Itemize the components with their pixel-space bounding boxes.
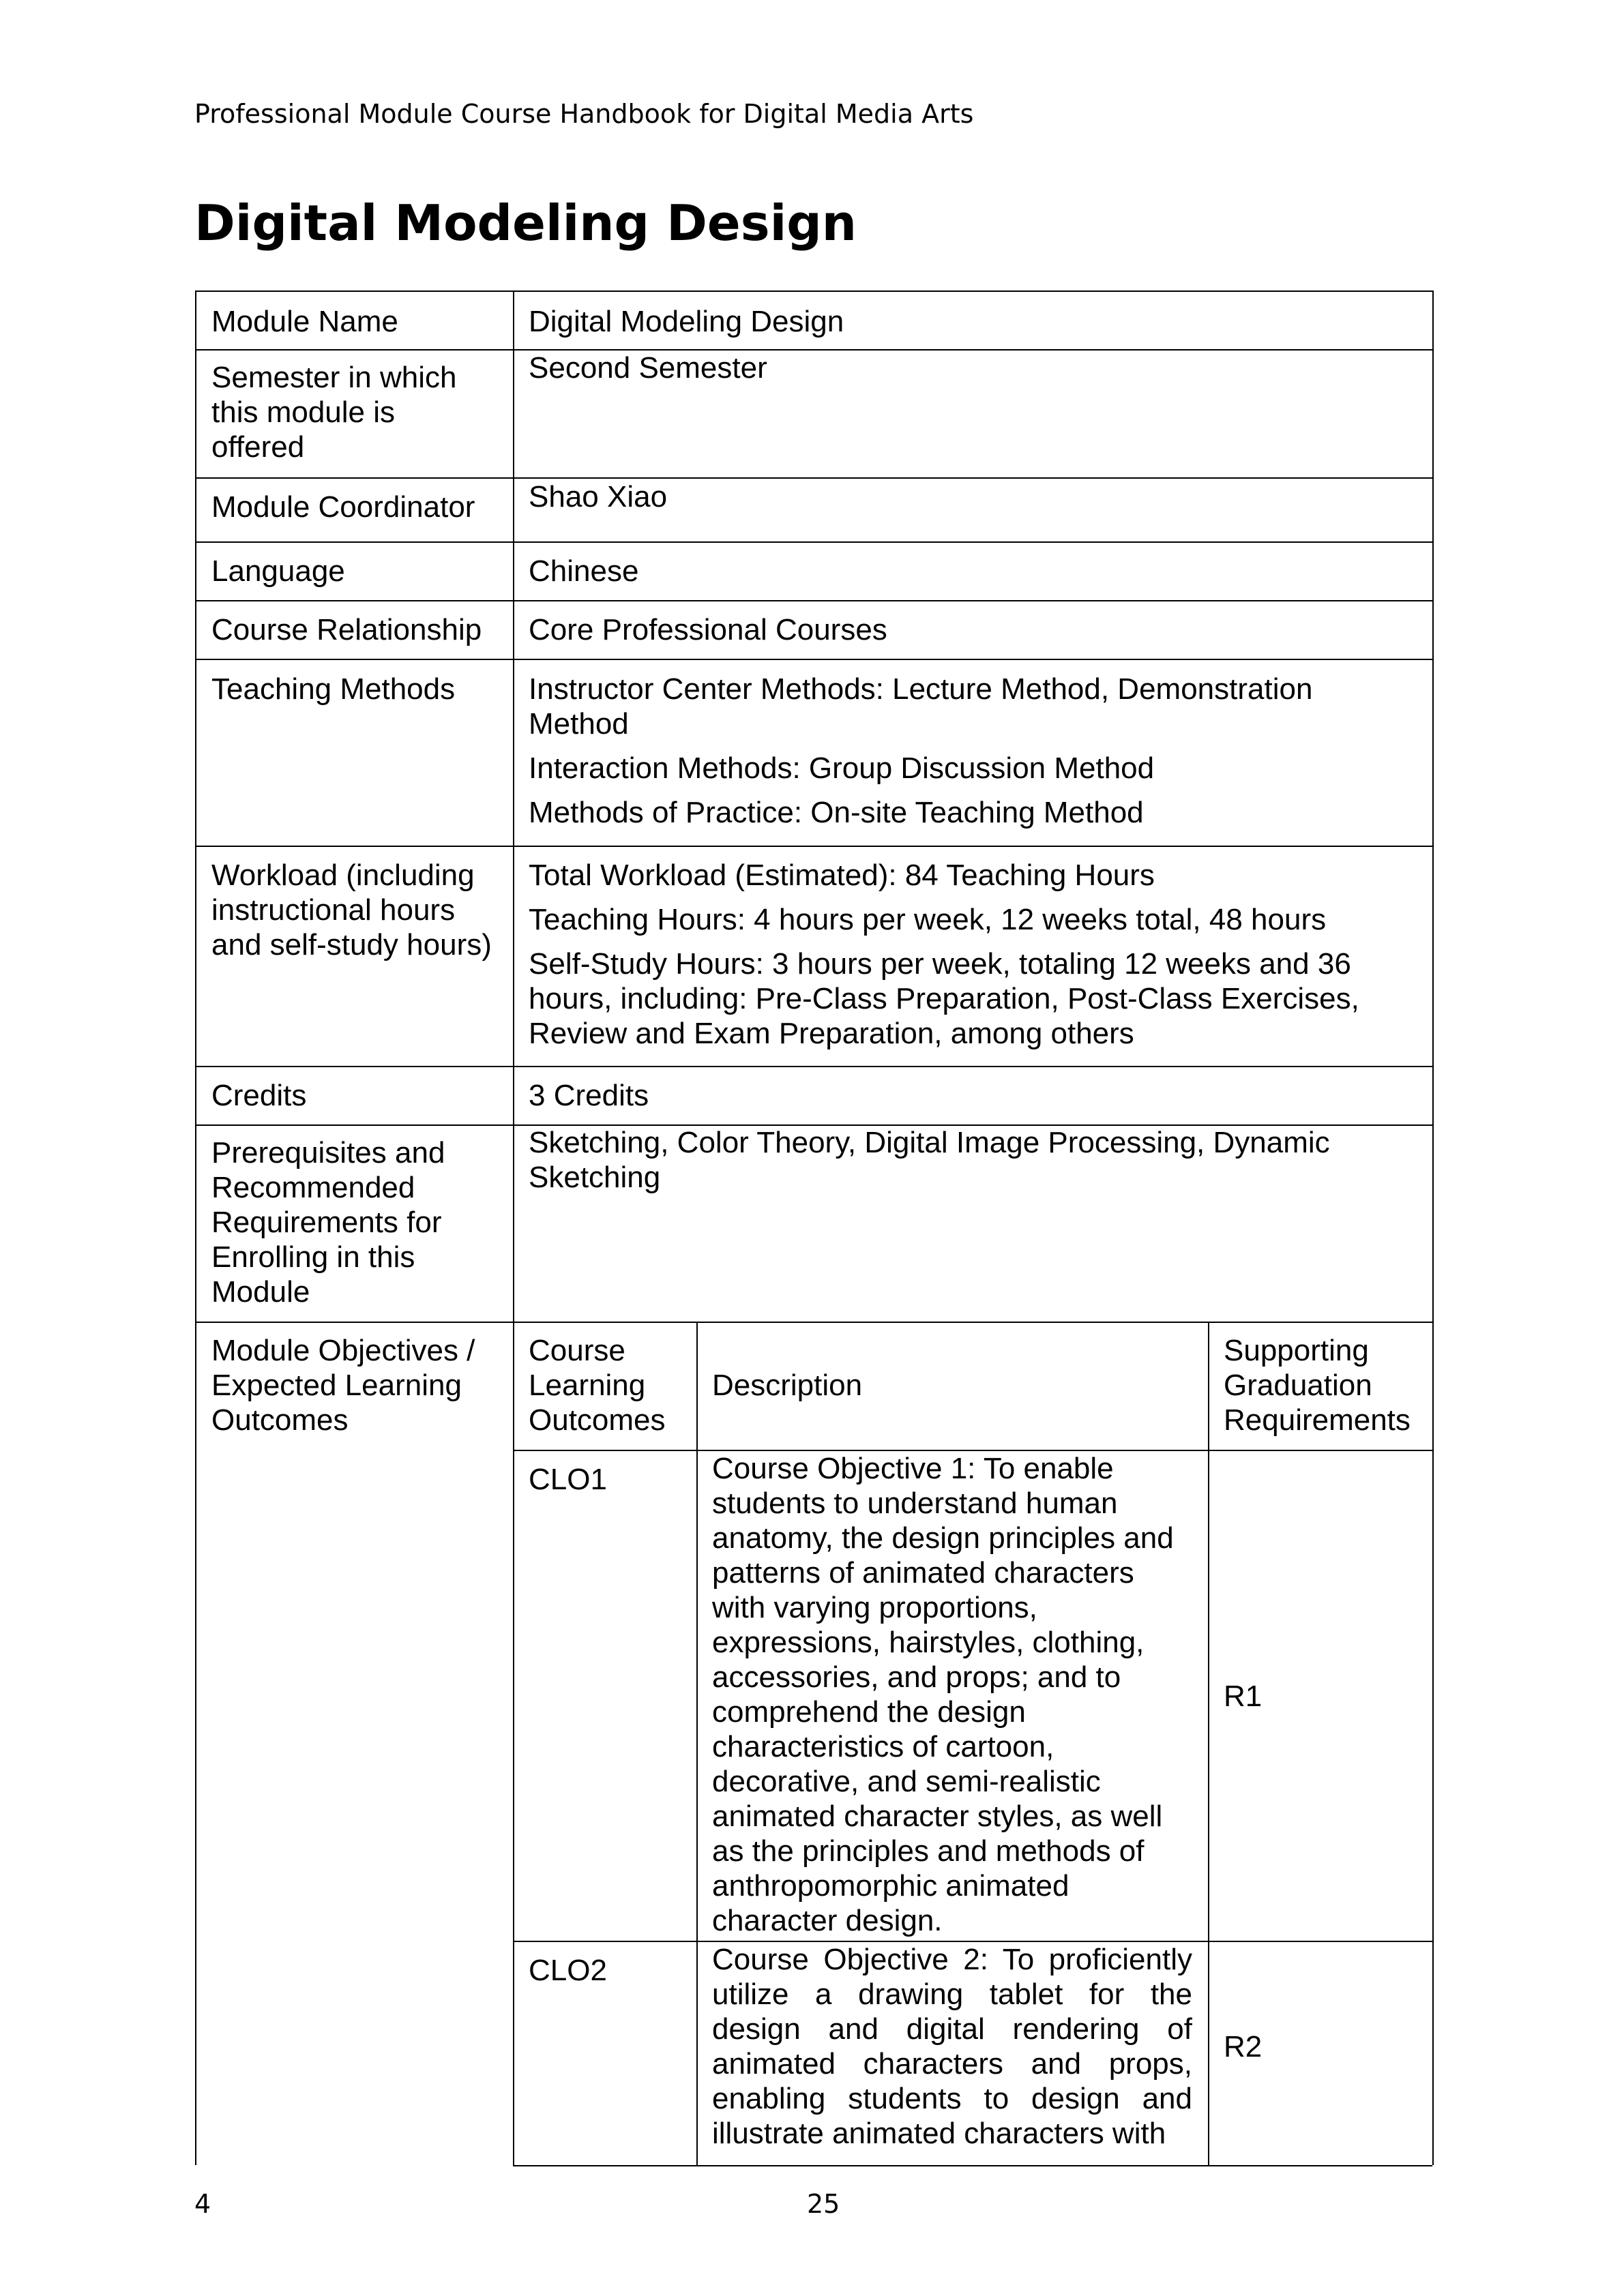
workload-line: Teaching Hours: 4 hours per week, 12 weeks total, 48 hours [529,903,1327,936]
row-divider [196,846,1432,847]
language-value: Chinese [529,554,639,588]
footer-left-number: 4 [194,2189,211,2219]
workload-value [529,858,1415,1051]
column-divider [696,1322,698,2166]
workload-line: Total Workload (Estimated): 84 Teaching Hours [529,859,1155,892]
semester-value: Second Semester [529,351,767,385]
coordinator-label: Module Coordinator [211,490,475,524]
clo-description: Course Objective 1: To enable students to understand human anatomy, the design principles and patterns of animated characters with varying proportions, expressions, hairstyles, clothing, accessories, and props; and to comprehend the design characteristics of cartoon, decorative, and semi-realistic animated character styles, as well as the principles and methods of anthropomorphic animated character design. [712,1452,1174,1937]
clo-requirement: R1 [1224,1680,1263,1713]
row-divider [196,541,1432,543]
module-name-label: Module Name [211,305,398,338]
credits-label: Credits [211,1079,307,1112]
row-divider [196,1322,1432,1323]
clo-requirement: R2 [1224,2030,1263,2063]
clo-column-header: Course Learning Outcomes [529,1334,666,1437]
module-table [195,290,1434,2165]
row-divider [196,477,1432,479]
row-divider [196,659,1432,660]
workload-line: Self-Study Hours: 3 hours per week, totaling 12 weeks and 36 hours, including: Pre-Class Preparation, Post-Class Exercises, Review and Exam Preparation, among others [529,947,1359,1050]
column-divider [513,292,514,2166]
language-label: Language [211,554,345,588]
credits-value: 3 Credits [529,1079,649,1112]
prerequisites-value: Sketching, Color Theory, Digital Image Processing, Dynamic Sketching [529,1126,1330,1194]
page-title: Digital Modeling Design [194,194,857,252]
teaching-methods-value [529,672,1415,830]
graduation-requirements-column-header: Supporting Graduation Requirements [1224,1334,1411,1437]
course-relationship-value: Core Professional Courses [529,613,887,646]
semester-label: Semester in which this module is offered [211,361,457,464]
column-divider [1208,1322,1209,2166]
clo-id: CLO2 [529,1954,607,1987]
course-relationship-label: Course Relationship [211,613,482,646]
clo-description: Course Objective 2: To proficiently utilize a drawing tablet for the design and digital rendering of animated characters and props, enabling students to design and illustrate animated characters with [712,1943,1192,2150]
running-header: Professional Module Course Handbook for Digital Media Arts [194,99,974,129]
row-divider [513,2165,1432,2166]
row-divider [196,1066,1432,1067]
teaching-method-line: Instructor Center Methods: Lecture Method, Demonstration Method [529,672,1313,741]
clo-id: CLO1 [529,1463,607,1496]
teaching-method-line: Interaction Methods: Group Discussion Method [529,751,1155,785]
workload-label: Workload (including instructional hours and self-study hours) [211,859,492,961]
objectives-label: Module Objectives / Expected Learning Outcomes [211,1334,475,1437]
prerequisites-label: Prerequisites and Recommended Requirements for Enrolling in this Module [211,1136,445,1309]
teaching-method-line: Methods of Practice: On-site Teaching Method [529,796,1144,829]
coordinator-value: Shao Xiao [529,480,668,513]
module-name-value: Digital Modeling Design [529,305,844,338]
description-column-header: Description [712,1369,863,1402]
teaching-methods-label: Teaching Methods [211,672,456,706]
page-number: 25 [807,2189,840,2219]
row-divider [196,600,1432,601]
